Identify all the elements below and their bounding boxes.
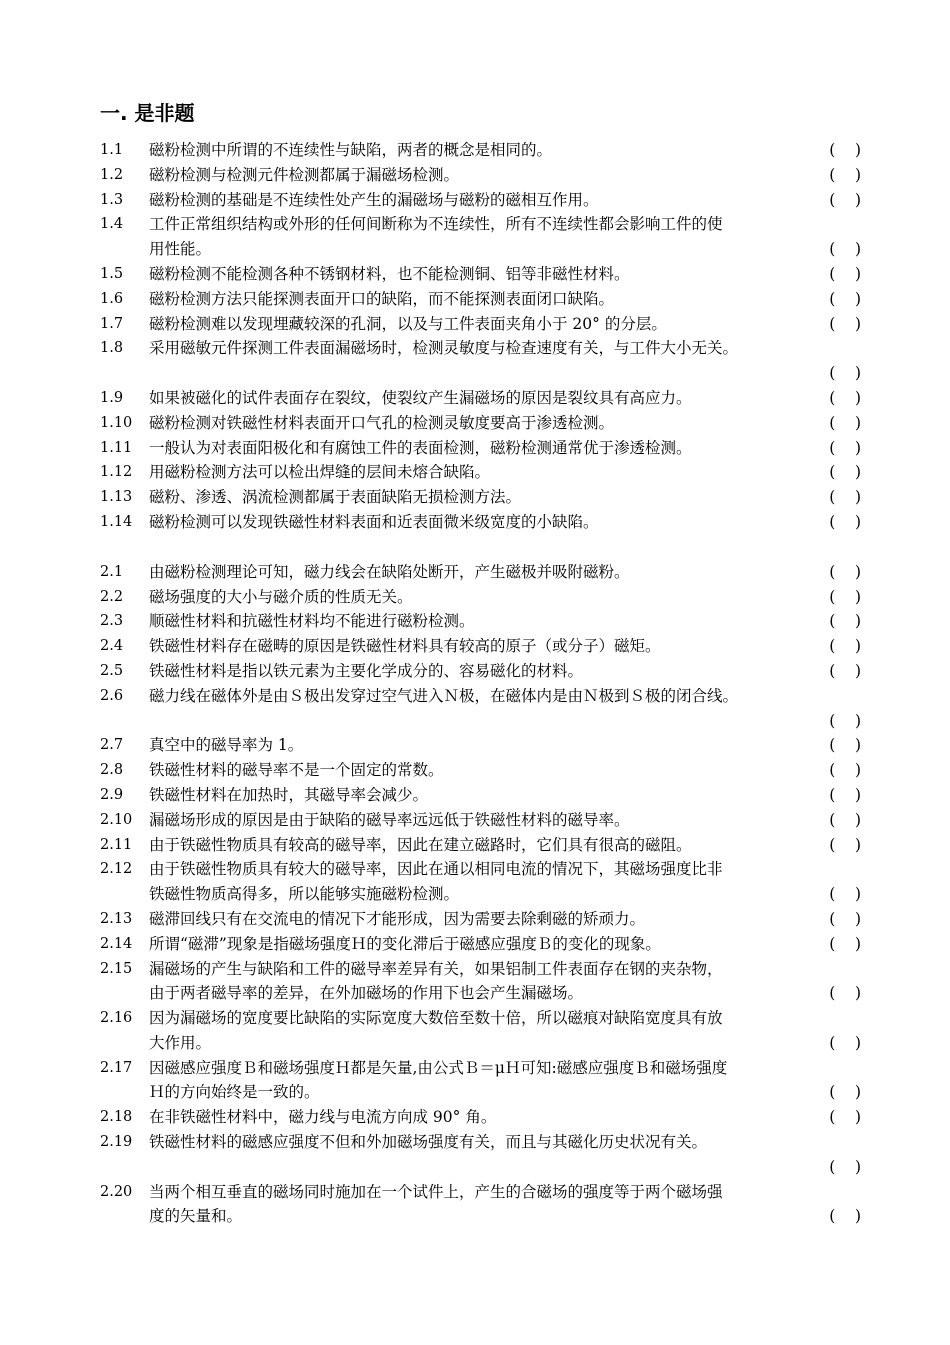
answer-parentheses[interactable]: ( )	[829, 909, 861, 928]
answer-parentheses[interactable]: ( )	[829, 438, 861, 457]
question-text: 磁粉检测可以发现铁磁性材料表面和近表面微米级宽度的小缺陷。	[149, 512, 599, 531]
question-number: 2.1	[100, 563, 124, 580]
question-item	[100, 808, 865, 833]
answer-parentheses[interactable]: ( )	[829, 612, 861, 631]
question-text: 铁磁性材料的磁导率不是一个固定的常数。	[149, 761, 444, 780]
question-number: 2.19	[100, 1134, 133, 1151]
question-item	[100, 1056, 865, 1106]
question-number: 2.11	[100, 836, 133, 853]
question-item	[100, 287, 865, 312]
question-number: 1.3	[100, 191, 124, 208]
question-text: 当两个相互垂直的磁场同时施加在一个试件上，产生的合磁场的强度等于两个磁场强	[149, 1182, 723, 1201]
answer-parentheses[interactable]: ( )	[829, 364, 861, 383]
question-text-cont: 度的矢量和。	[149, 1207, 243, 1226]
question-item	[100, 684, 865, 734]
question-number: 2.4	[100, 638, 124, 655]
question-number: 2.13	[100, 910, 133, 927]
question-number: 2.2	[100, 588, 124, 605]
question-text: 磁粉检测不能检测各种不锈钢材料，也不能检测铜、铝等非磁性材料。	[149, 264, 630, 283]
question-number: 2.8	[100, 762, 124, 779]
question-item	[100, 609, 865, 634]
question-text: 磁粉检测方法只能探测表面开口的缺陷，而不能探测表面闭口缺陷。	[149, 289, 615, 308]
question-number: 1.5	[100, 265, 124, 282]
question-item	[100, 659, 865, 684]
question-item	[100, 560, 865, 585]
answer-parentheses[interactable]: ( )	[829, 934, 861, 953]
answer-parentheses[interactable]: ( )	[829, 289, 861, 308]
question-text: 采用磁敏元件探测工件表面漏磁场时，检测灵敏度与检查速度有关，与工件大小无关。	[149, 339, 739, 358]
question-text: 所谓“磁滞”现象是指磁场强度Ｈ的变化滞后于磁感应强度Ｂ的变化的现象。	[149, 934, 661, 953]
question-number: 2.7	[100, 737, 124, 754]
answer-parentheses[interactable]: ( )	[829, 141, 861, 159]
question-text-cont: 由于两者磁导率的差异，在外加磁场的作用下也会产生漏磁场。	[149, 984, 584, 1003]
answer-parentheses[interactable]: ( )	[829, 165, 861, 184]
question-text-cont: 用性能。	[149, 240, 212, 259]
section-title: 一. 是非题	[100, 101, 195, 125]
question-text: 在非铁磁性材料中，磁力线与电流方向成 90° 角。	[149, 1108, 497, 1127]
question-text: 铁磁性材料存在磁畴的原因是铁磁性材料具有较高的原子（或分子）磁矩。	[149, 637, 661, 656]
question-item	[100, 212, 865, 262]
question-item	[100, 262, 865, 287]
question-item	[100, 138, 865, 163]
question-item	[100, 758, 865, 783]
question-text-cont: 大作用。	[149, 1033, 212, 1052]
answer-parentheses[interactable]: ( )	[829, 984, 861, 1003]
answer-parentheses[interactable]: ( )	[829, 1033, 861, 1052]
question-text: 磁粉检测中所谓的不连续性与缺陷，两者的概念是相同的。	[149, 141, 553, 159]
question-item	[100, 163, 865, 188]
question-text: 工件正常组织结构或外形的任何间断称为不连续性，所有不连续性都会影响工件的使	[149, 215, 723, 234]
group-spacer	[100, 535, 865, 560]
answer-parentheses[interactable]: ( )	[829, 810, 861, 829]
answer-parentheses[interactable]: ( )	[829, 190, 861, 209]
answer-parentheses[interactable]: ( )	[829, 587, 861, 606]
question-number: 1.12	[100, 464, 133, 481]
question-item	[100, 336, 865, 386]
question-text: 磁力线在磁体外是由Ｓ极出发穿过空气进入Ｎ极，在磁体内是由Ｎ极到Ｓ极的闭合线。	[149, 686, 739, 705]
question-item	[100, 386, 865, 411]
question-list	[100, 138, 865, 1229]
question-number: 2.20	[100, 1183, 133, 1200]
question-number: 2.14	[100, 935, 133, 952]
question-text: 磁粉检测与检测元件检测都属于漏磁场检测。	[149, 165, 460, 184]
answer-parentheses[interactable]: ( )	[829, 240, 861, 259]
question-text: 如果被磁化的试件表面存在裂纹，使裂纹产生漏磁场的原因是裂纹具有高应力。	[149, 388, 692, 407]
question-number: 1.8	[100, 340, 124, 357]
question-number: 1.11	[100, 439, 133, 456]
question-text: 漏磁场形成的原因是由于缺陷的磁导率远远低于铁磁性材料的磁导率。	[149, 810, 630, 829]
question-item	[100, 783, 865, 808]
answer-parentheses[interactable]: ( )	[829, 413, 861, 432]
question-number: 2.16	[100, 1010, 133, 1027]
question-number: 2.5	[100, 662, 124, 679]
question-text: 由磁粉检测理论可知，磁力线会在缺陷处断开，产生磁极并吸附磁粉。	[149, 562, 630, 581]
question-text: 磁粉检测对铁磁性材料表面开口气孔的检测灵敏度要高于渗透检测。	[149, 413, 615, 432]
question-text: 因为漏磁场的宽度要比缺陷的实际宽度大数倍至数十倍，所以磁痕对缺陷宽度具有放	[149, 1009, 723, 1028]
answer-parentheses[interactable]: ( )	[829, 388, 861, 407]
answer-parentheses[interactable]: ( )	[829, 885, 861, 904]
question-text: 用磁粉检测方法可以检出焊缝的层间未熔合缺陷。	[149, 463, 491, 482]
answer-parentheses[interactable]: ( )	[829, 512, 861, 531]
question-item	[100, 1105, 865, 1130]
question-text: 漏磁场的产生与缺陷和工件的磁导率差异有关，如果铝制工件表面存在钢的夹杂物，	[149, 959, 723, 978]
question-text: 铁磁性材料是指以铁元素为主要化学成分的、容易磁化的材料。	[149, 661, 584, 680]
question-number: 2.17	[100, 1059, 133, 1076]
question-item	[100, 932, 865, 957]
question-item	[100, 833, 865, 858]
answer-parentheses[interactable]: ( )	[829, 835, 861, 854]
question-number: 1.2	[100, 166, 124, 183]
answer-parentheses[interactable]: ( )	[829, 761, 861, 780]
question-number: 1.9	[100, 389, 124, 406]
question-text: 铁磁性材料在加热时，其磁导率会减少。	[149, 785, 429, 804]
question-number: 2.15	[100, 960, 133, 977]
question-text-cont: Ｈ的方向始终是一致的。	[149, 1083, 320, 1102]
question-number: 1.14	[100, 513, 133, 530]
question-item	[100, 1006, 865, 1056]
question-text: 真空中的磁导率为 1。	[149, 736, 304, 755]
question-item	[100, 857, 865, 907]
answer-parentheses[interactable]: ( )	[829, 1083, 861, 1102]
question-number: 1.13	[100, 489, 133, 506]
question-item	[100, 907, 865, 932]
answer-parentheses[interactable]: ( )	[829, 1157, 861, 1176]
question-text: 铁磁性材料的磁感应强度不但和外加磁场强度有关，而且与其磁化历史状况有关。	[149, 1133, 708, 1152]
answer-parentheses[interactable]: ( )	[829, 736, 861, 755]
answer-parentheses[interactable]: ( )	[829, 711, 861, 730]
question-item	[100, 436, 865, 461]
question-text: 一般认为对表面阳极化和有腐蚀工件的表面检测，磁粉检测通常优于渗透检测。	[149, 438, 692, 457]
question-number: 1.6	[100, 290, 124, 307]
question-text: 由于铁磁性物质具有较高的磁导率，因此在建立磁路时，它们具有很高的磁阻。	[149, 835, 692, 854]
answer-parentheses[interactable]: ( )	[829, 562, 861, 581]
answer-parentheses[interactable]: ( )	[829, 488, 861, 507]
question-item	[100, 634, 865, 659]
question-number: 2.18	[100, 1109, 133, 1126]
question-text: 磁滞回线只有在交流电的情况下才能形成，因为需要去除剩磁的矫顽力。	[149, 909, 646, 928]
question-number: 1.7	[100, 315, 124, 332]
question-text: 磁粉检测的基础是不连续性处产生的漏磁场与磁粉的磁相互作用。	[149, 190, 599, 209]
question-number: 2.12	[100, 861, 133, 878]
answer-parentheses[interactable]: ( )	[829, 463, 861, 482]
question-item	[100, 957, 865, 1007]
question-text: 顺磁性材料和抗磁性材料均不能进行磁粉检测。	[149, 612, 475, 631]
question-item	[100, 733, 865, 758]
question-item	[100, 585, 865, 610]
question-item	[100, 411, 865, 436]
question-item	[100, 460, 865, 485]
question-text-cont: 铁磁性物质高得多，所以能够实施磁粉检测。	[149, 885, 460, 904]
question-number: 2.9	[100, 786, 124, 803]
question-item	[100, 1180, 865, 1230]
question-item	[100, 510, 865, 535]
question-number: 2.10	[100, 811, 133, 828]
question-number: 1.10	[100, 414, 133, 431]
question-item	[100, 1130, 865, 1180]
question-item	[100, 485, 865, 510]
question-text: 磁粉、渗透、涡流检测都属于表面缺陷无损检测方法。	[149, 488, 522, 507]
answer-parentheses[interactable]: ( )	[829, 785, 861, 804]
answer-parentheses[interactable]: ( )	[829, 1108, 861, 1127]
question-number: 2.6	[100, 687, 124, 704]
answer-parentheses[interactable]: ( )	[829, 1207, 861, 1226]
answer-parentheses[interactable]: ( )	[829, 264, 861, 283]
question-number: 1.1	[100, 142, 124, 158]
question-number: 2.3	[100, 613, 124, 630]
answer-parentheses[interactable]: ( )	[829, 637, 861, 656]
question-item	[100, 188, 865, 213]
question-item	[100, 312, 865, 337]
question-text: 磁场强度的大小与磁介质的性质无关。	[149, 587, 413, 606]
question-number: 1.4	[100, 216, 124, 233]
question-text: 磁粉检测难以发现埋藏较深的孔洞，以及与工件表面夹角小于 20° 的分层。	[149, 314, 667, 333]
answer-parentheses[interactable]: ( )	[829, 661, 861, 680]
answer-parentheses[interactable]: ( )	[829, 314, 861, 333]
question-text: 因磁感应强度Ｂ和磁场强度Ｈ都是矢量,由公式Ｂ＝μＨ可知:磁感应强度Ｂ和磁场强度	[149, 1058, 728, 1077]
question-text: 由于铁磁性物质具有较大的磁导率，因此在通以相同电流的情况下，其磁场强度比非	[149, 860, 723, 879]
